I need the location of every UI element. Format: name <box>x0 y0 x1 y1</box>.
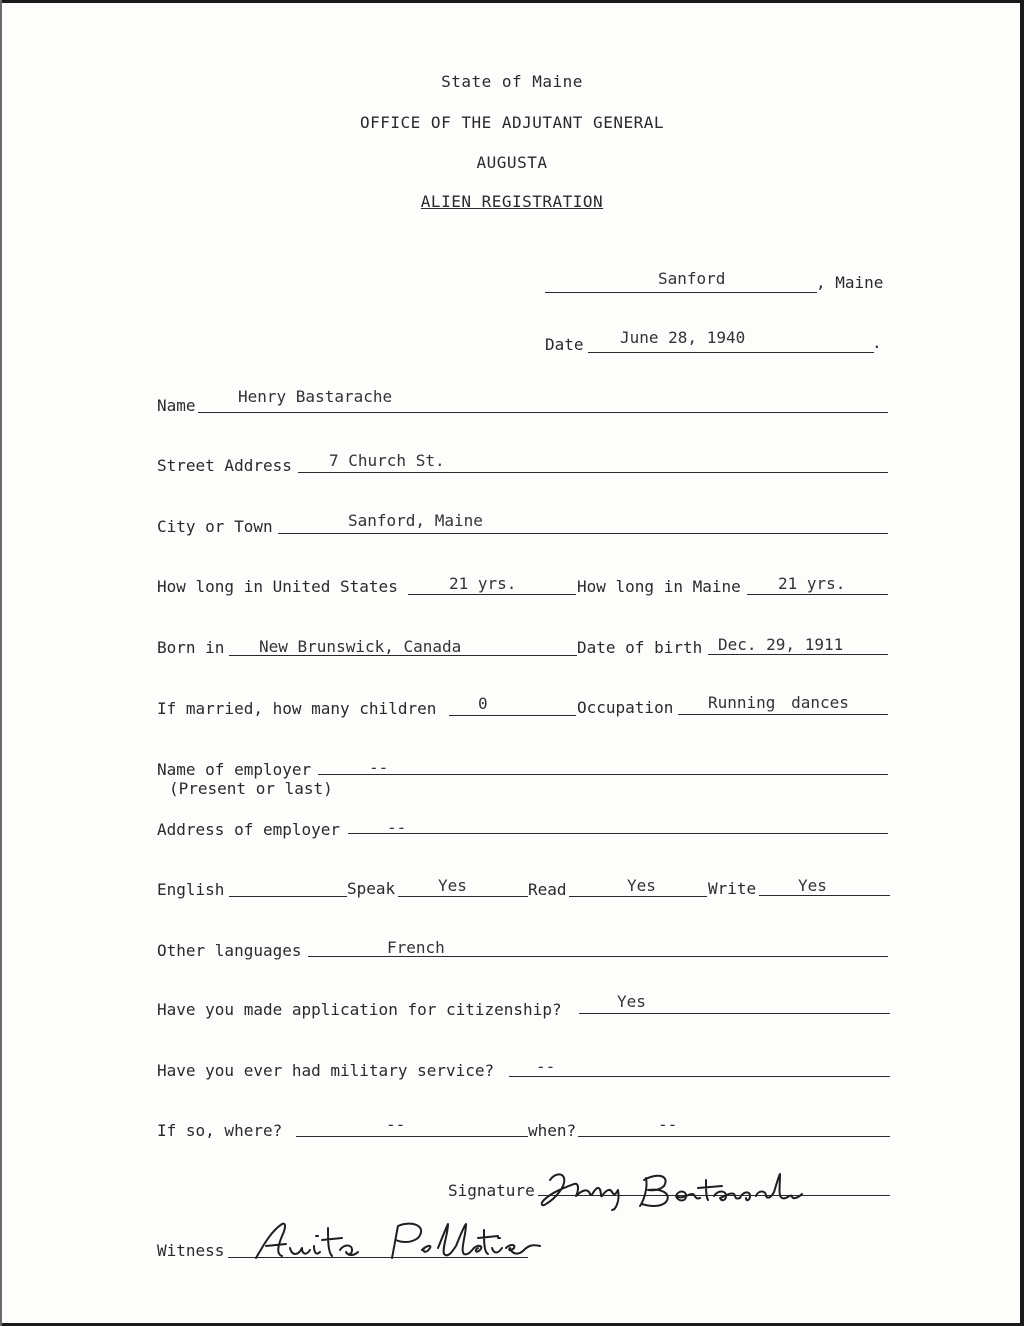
military-label: Have you ever had military service? <box>157 1061 495 1080</box>
office-heading: OFFICE OF THE ADJUTANT GENERAL <box>360 113 664 132</box>
state-heading: State of Maine <box>441 72 583 91</box>
where-line <box>296 1136 528 1137</box>
read-value: Yes <box>627 876 656 895</box>
maine-duration-line <box>747 594 888 595</box>
speak-label: Speak <box>347 879 396 898</box>
other-languages-label: Other languages <box>157 941 302 960</box>
form-title-text: ALIEN REGISTRATION <box>420 192 604 211</box>
name-label: Name <box>157 396 196 415</box>
occupation-label: Occupation <box>577 698 674 717</box>
town-line <box>545 292 817 293</box>
street-label: Street Address <box>157 456 292 475</box>
where-label: If so, where? <box>157 1121 283 1140</box>
street-line <box>298 472 888 473</box>
born-in-value: New Brunswick, Canada <box>259 637 462 656</box>
city-town-line <box>278 533 888 534</box>
city-town-value: Sanford, Maine <box>348 511 483 530</box>
signature-label: Signature <box>448 1181 535 1200</box>
town-value: Sanford <box>658 269 726 288</box>
employer-value: -- <box>369 758 389 777</box>
dob-line <box>708 654 888 655</box>
speak-value: Yes <box>438 876 467 895</box>
employer-address-line <box>348 833 888 834</box>
city-town-label: City or Town <box>157 517 273 536</box>
when-line <box>578 1136 890 1137</box>
street-value: 7 Church St. <box>329 451 445 470</box>
children-value: 0 <box>478 694 488 713</box>
occupation-value: Running dances <box>708 693 849 712</box>
citizenship-label: Have you made application for citizenship? <box>157 1000 562 1019</box>
citizenship-value: Yes <box>617 992 646 1011</box>
scan-edge-top <box>0 0 1024 3</box>
name-value: Henry Bastarache <box>238 387 393 406</box>
when-label: when? <box>528 1121 577 1140</box>
born-in-line <box>229 655 577 656</box>
read-line <box>569 896 707 897</box>
military-value: -- <box>536 1057 556 1076</box>
dob-label: Date of birth <box>577 638 703 657</box>
citizenship-line <box>579 1013 890 1014</box>
english-line <box>229 896 347 897</box>
children-label: If married, how many children <box>157 699 437 718</box>
employer-address-label: Address of employer <box>157 820 341 839</box>
employer-sublabel: (Present or last) <box>169 779 333 798</box>
when-value: -- <box>658 1115 678 1134</box>
signature-handwriting <box>536 1166 836 1212</box>
occupation-line <box>678 714 888 715</box>
write-value: Yes <box>798 876 827 895</box>
write-label: Write <box>708 879 757 898</box>
dob-value: Dec. 29, 1911 <box>718 635 844 654</box>
form-title <box>0 192 1024 211</box>
where-value: -- <box>386 1115 406 1134</box>
employer-label: Name of employer <box>157 760 312 779</box>
witness-handwriting <box>252 1218 552 1266</box>
read-label: Read <box>528 880 567 899</box>
speak-line <box>398 896 528 897</box>
write-line <box>759 895 890 896</box>
city-heading: AUGUSTA <box>476 153 548 172</box>
military-line <box>509 1076 890 1077</box>
maine-duration-value: 21 yrs. <box>778 574 846 593</box>
witness-label: Witness <box>157 1241 225 1260</box>
date-label: Date <box>545 335 584 354</box>
children-line <box>449 715 576 716</box>
other-languages-line <box>308 956 888 957</box>
us-duration-line <box>408 594 576 595</box>
us-duration-label: How long in United States <box>157 577 398 596</box>
us-duration-value: 21 yrs. <box>449 574 517 593</box>
maine-duration-label: How long in Maine <box>577 577 741 596</box>
english-label: English <box>157 880 225 899</box>
state-suffix: , Maine <box>816 273 884 292</box>
name-line <box>198 412 888 413</box>
date-line <box>588 352 874 353</box>
other-languages-value: French <box>387 938 445 957</box>
employer-address-value: -- <box>387 818 407 837</box>
date-value: June 28, 1940 <box>620 328 746 347</box>
born-in-label: Born in <box>157 638 225 657</box>
date-end-mark: . <box>872 333 882 352</box>
employer-line <box>318 774 888 775</box>
